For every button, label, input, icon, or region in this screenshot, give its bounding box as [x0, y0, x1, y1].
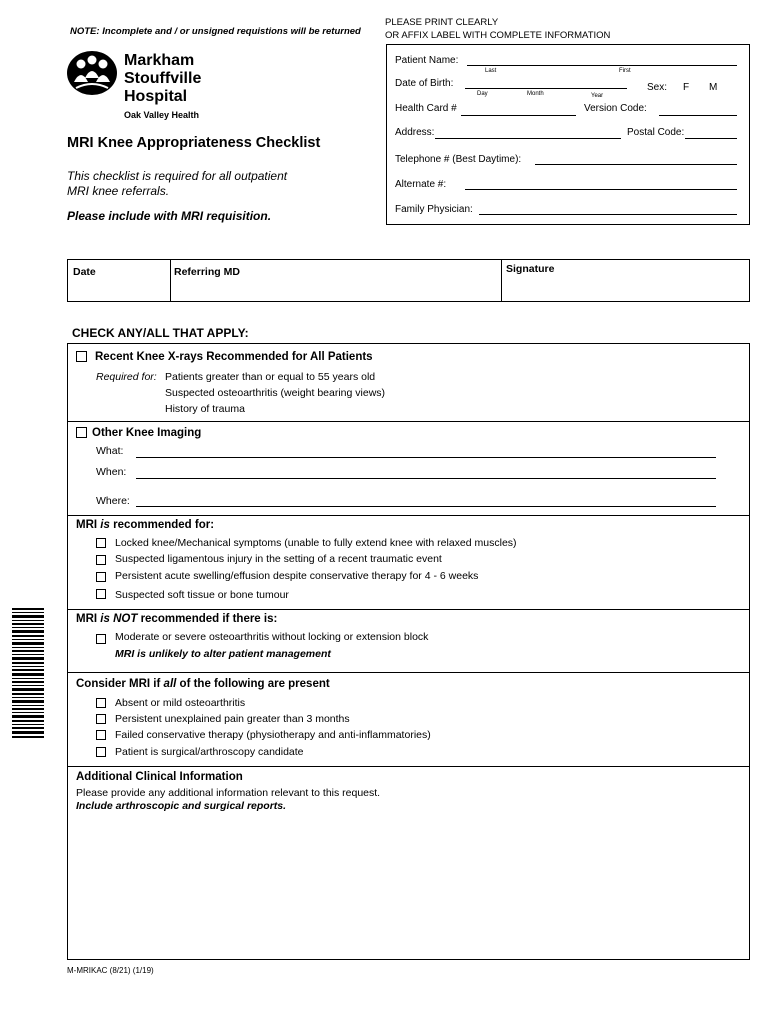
additional-info-title: Additional Clinical Information — [76, 771, 243, 783]
date-header: Date — [73, 266, 96, 278]
postal-code-field[interactable] — [685, 138, 737, 139]
alternate-field[interactable] — [465, 189, 737, 190]
return-note: NOTE: Incomplete and / or unsigned requistions will be returned — [70, 26, 361, 37]
consider-item: Failed conservative therapy (physiotherapy and anti-inflammatories) — [115, 729, 431, 741]
consider-item: Patient is surgical/arthroscopy candidate — [115, 746, 304, 758]
mild-oa-checkbox[interactable] — [96, 698, 106, 708]
sex-f-option[interactable]: F — [683, 82, 690, 93]
surgical-candidate-checkbox[interactable] — [96, 747, 106, 757]
version-code-label: Version Code: — [584, 103, 647, 114]
what-label: What: — [96, 445, 124, 457]
xray-checkbox[interactable] — [76, 351, 87, 362]
logo-text-stouffville: Stouffville — [124, 70, 202, 87]
logo-text-markham: Markham — [124, 52, 195, 69]
family-physician-label: Family Physician: — [395, 204, 473, 215]
recommended-item: Suspected soft tissue or bone tumour — [115, 589, 289, 601]
affix-label-note: OR AFFIX LABEL WITH COMPLETE INFORMATION — [385, 30, 611, 41]
recommended-title: MRI is recommended for: — [76, 519, 215, 531]
print-clearly-note: PLEASE PRINT CLEARLY — [385, 17, 499, 28]
additional-info-note: Include arthroscopic and surgical reports. — [76, 800, 287, 812]
where-label: Where: — [96, 495, 130, 507]
table-divider — [170, 260, 171, 301]
not-recommended-item: Moderate or severe osteoarthritis without locking or extension block — [115, 631, 429, 643]
dob-day-hint: Day — [477, 91, 488, 97]
section-divider — [68, 766, 749, 767]
what-field[interactable] — [136, 457, 716, 458]
dob-label: Date of Birth: — [395, 78, 454, 89]
form-title: MRI Knee Appropriateness Checklist — [67, 135, 321, 151]
dob-month-hint: Month — [527, 91, 544, 97]
recommended-item: Locked knee/Mechanical symptoms (unable to fully extend knee with relaxed muscles) — [115, 537, 517, 549]
health-card-field[interactable] — [461, 115, 576, 116]
section-divider — [68, 421, 749, 422]
signature-header: Signature — [506, 263, 555, 275]
form-code: M-MRIKAC (8/21) (1/19) — [67, 966, 154, 975]
telephone-field[interactable] — [535, 164, 737, 165]
section-divider — [68, 515, 749, 516]
hospital-logo — [66, 50, 118, 96]
first-name-hint: First — [619, 68, 631, 74]
checklist-box — [67, 343, 750, 960]
locked-knee-checkbox[interactable] — [96, 538, 106, 548]
ligament-injury-checkbox[interactable] — [96, 555, 106, 565]
sex-label: Sex: — [647, 82, 668, 93]
recommended-item: Persistent acute swelling/effusion despite conservative therapy for 4 - 6 weeks — [115, 570, 479, 582]
referral-signature-table — [67, 259, 750, 302]
xray-item: History of trauma — [165, 403, 245, 415]
recommended-item: Suspected ligamentous injury in the setting of a recent traumatic event — [115, 553, 442, 565]
osteoarthritis-checkbox[interactable] — [96, 634, 106, 644]
other-imaging-checkbox[interactable] — [76, 427, 87, 438]
include-note: Please include with MRI requisition. — [67, 209, 272, 223]
patient-info-box — [386, 44, 750, 225]
xray-item: Suspected osteoarthritis (weight bearing views) — [165, 387, 386, 399]
telephone-label: Telephone # (Best Daytime): — [395, 154, 522, 165]
not-recommended-title: MRI is NOT recommended if there is: — [76, 613, 278, 625]
logo-subtitle: Oak Valley Health — [124, 110, 200, 120]
sex-m-option[interactable]: M — [709, 82, 718, 93]
additional-info-text: Please provide any additional information relevant to this request. — [76, 787, 381, 799]
family-physician-field[interactable] — [479, 214, 737, 215]
postal-code-label: Postal Code: — [627, 127, 685, 138]
address-field[interactable] — [435, 138, 621, 139]
not-recommended-note: MRI is unlikely to alter patient management — [115, 648, 331, 660]
tumour-checkbox[interactable] — [96, 589, 106, 599]
additional-info-area[interactable] — [72, 818, 745, 954]
consider-item: Persistent unexplained pain greater than 3 months — [115, 713, 350, 725]
xray-item: Patients greater than or equal to 55 years old — [165, 371, 376, 383]
consider-item: Absent or mild osteoarthritis — [115, 697, 246, 709]
section-divider — [68, 672, 749, 673]
failed-therapy-checkbox[interactable] — [96, 730, 106, 740]
persistent-pain-checkbox[interactable] — [96, 714, 106, 724]
logo-text-hospital: Hospital — [124, 88, 188, 105]
dob-year-hint: Year — [591, 93, 604, 99]
xray-section-title: Recent Knee X-rays Recommended for All Patients — [95, 351, 373, 363]
table-divider — [501, 260, 502, 301]
version-code-field[interactable] — [659, 115, 737, 116]
barcode-image — [12, 608, 44, 740]
health-card-label: Health Card # — [395, 103, 457, 114]
intro-line-2: MRI knee referrals. — [67, 184, 170, 198]
dob-field[interactable] — [465, 88, 627, 89]
patient-name-field[interactable] — [467, 65, 737, 66]
where-field[interactable] — [136, 506, 716, 507]
intro-line-1: This checklist is required for all outpatient — [67, 169, 288, 183]
section-divider — [68, 609, 749, 610]
alternate-label: Alternate #: — [395, 179, 447, 190]
check-any-heading: CHECK ANY/ALL THAT APPLY: — [72, 326, 249, 340]
referring-md-header: Referring MD — [174, 266, 240, 278]
address-label: Address: — [395, 127, 435, 138]
when-field[interactable] — [136, 478, 716, 479]
required-for-label: Required for: — [96, 371, 157, 383]
last-name-hint: Last — [485, 68, 497, 74]
when-label: When: — [96, 466, 127, 478]
patient-name-label: Patient Name: — [395, 55, 459, 66]
consider-title: Consider MRI if all of the following are present — [76, 678, 330, 690]
other-imaging-title: Other Knee Imaging — [92, 427, 202, 439]
swelling-checkbox[interactable] — [96, 572, 106, 582]
